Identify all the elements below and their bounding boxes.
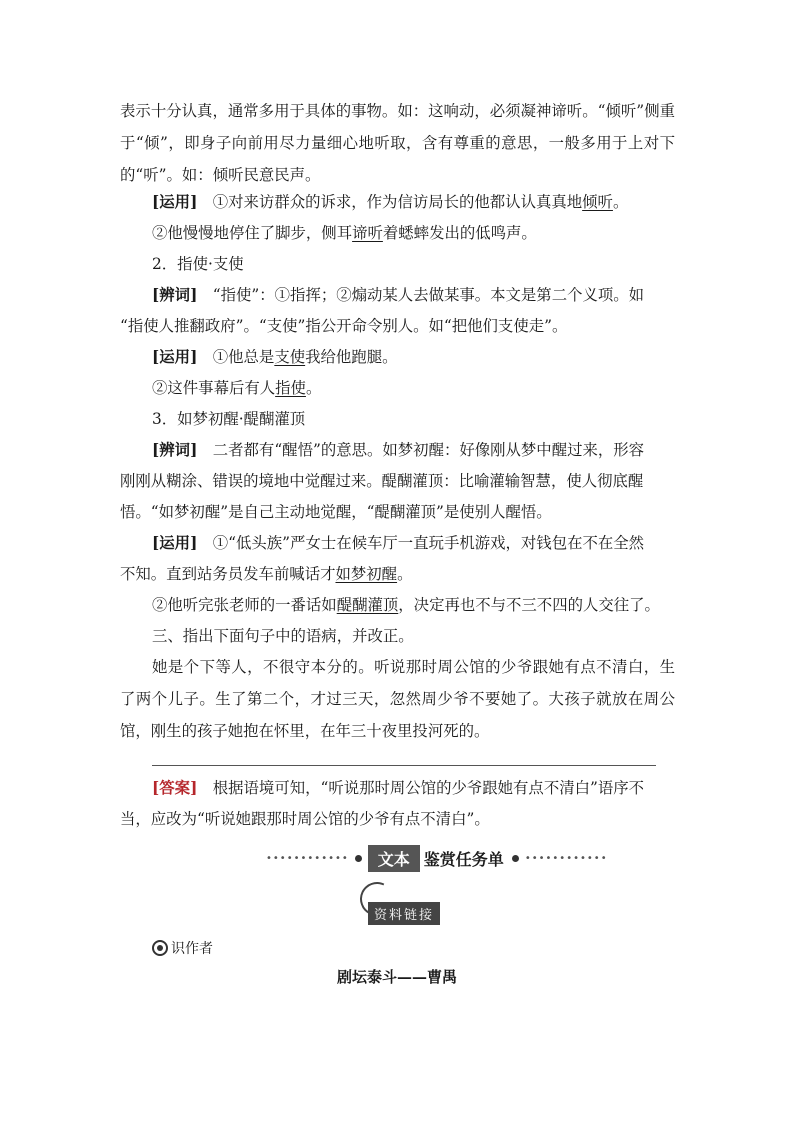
usage-tag: [运用] — [152, 534, 198, 552]
paragraph-intro: 表示十分认真，通常多用于具体的事物。如：这响动，必须凝神谛听。“倾听”侧重于“倾”，即身子向前用尽力量细心地听取，含有尊重的意思，一般多用于上对下的“听”。如：倾听民意民声。 — [120, 102, 675, 184]
underlined-term: 如梦初醒 — [335, 565, 398, 583]
usage-1-line-1: [运用] ①对来访群众的诉求，作为信访局长的他都认认真真地倾听。 — [152, 193, 629, 211]
item-3-heading: 3．如梦初醒·醍醐灌顶 — [152, 410, 306, 428]
item-2-heading: 2．指使·支使 — [152, 255, 244, 273]
section-banner — [266, 845, 608, 871]
section-3-heading: 三、指出下面句子中的语病，并改正。 — [152, 627, 414, 645]
item-2-def-line-2: “指使人推翻政府”。“支使”指公开命令别人。如“把他们支使走”。 — [120, 317, 568, 335]
divider-line — [152, 765, 656, 766]
banner-title: 鉴赏任务单 — [423, 849, 504, 869]
banner-box-label: 文本 — [368, 845, 420, 872]
banner-dots-left: •••••••••••• — [266, 852, 349, 864]
item-2-usage-line-1: [运用] ①他总是支使我给他跑腿。 — [152, 348, 398, 366]
answer-line-1: [答案] 根据语境可知，“听说那时周公馆的少爷跟她有点不清白”语序不 — [152, 779, 645, 797]
section-know-author — [152, 938, 213, 958]
banner-dot-icon — [355, 855, 362, 862]
define-tag: [辨词] — [152, 441, 198, 459]
usage-tag: [运用] — [152, 348, 198, 366]
answer-line-2: 当，应改为“听说她跟那时周公馆的少爷有点不清白”。 — [120, 810, 490, 828]
circle-bullet-icon — [152, 940, 168, 956]
underlined-term: 支使 — [274, 348, 306, 366]
section-label: 识作者 — [171, 941, 213, 957]
underlined-term: 倾听 — [582, 193, 613, 211]
item-3-usage-line-2: 不知。直到站务员发车前喊话才如梦初醒。 — [120, 565, 413, 583]
banner-dot-icon — [512, 855, 519, 862]
banner-dots-right: •••••••••••• — [524, 852, 608, 864]
usage-tag: [运用] — [152, 193, 198, 211]
resource-link-badge — [360, 882, 468, 926]
item-3-usage-line-1: [运用] ①“低头族”严女士在候车厅一直玩手机游戏，对钱包在不在全然 — [152, 534, 645, 552]
underlined-term: 指使 — [275, 379, 306, 397]
underlined-term: 谛听 — [352, 224, 383, 242]
define-tag: [辨词] — [152, 286, 198, 304]
item-2-def-line-1: [辨词] “指使”：①指挥；②煽动某人去做某事。本文是第二个义项。如 — [152, 286, 645, 304]
underlined-term: 醍醐灌顶 — [336, 596, 399, 614]
answer-tag: [答案] — [152, 779, 198, 797]
article-title: 剧坛泰斗——曹禺 — [336, 968, 457, 986]
item-3-def-line-1: [辨词] 二者都有“醒悟”的意思。如梦初醒：好像刚从梦中醒过来，形容 — [152, 441, 645, 459]
item-3-def-line-3: 悟。“如梦初醒”是自己主动地觉醒，“醍醐灌顶”是使别人醒悟。 — [120, 503, 552, 521]
badge-label: 资料链接 — [368, 902, 440, 925]
item-3-def-line-2: 刚刚从糊涂、错误的境地中觉醒过来。醍醐灌顶：比喻灌输智慧，使人彻底醒 — [120, 472, 644, 490]
item-2-usage-line-2: ②这件事幕后有人指使。 — [152, 379, 322, 397]
section-3-passage: 她是个下等人，不很守本分的。听说那时周公馆的少爷跟她有点不清白，生了两个儿子。生了第二个，才过三天，忽然周少爷不要她了。大孩子就放在周公馆，刚生的孩子她抱在怀里，在年三十夜里投河死的。 — [120, 658, 675, 740]
usage-1-line-2: ②他慢慢地停住了脚步，侧耳谛听着蟋蟀发出的低鸣声。 — [152, 224, 537, 242]
item-3-usage-line-3: ②他听完张老师的一番话如醍醐灌顶，决定再也不与不三不四的人交往了。 — [152, 596, 660, 614]
